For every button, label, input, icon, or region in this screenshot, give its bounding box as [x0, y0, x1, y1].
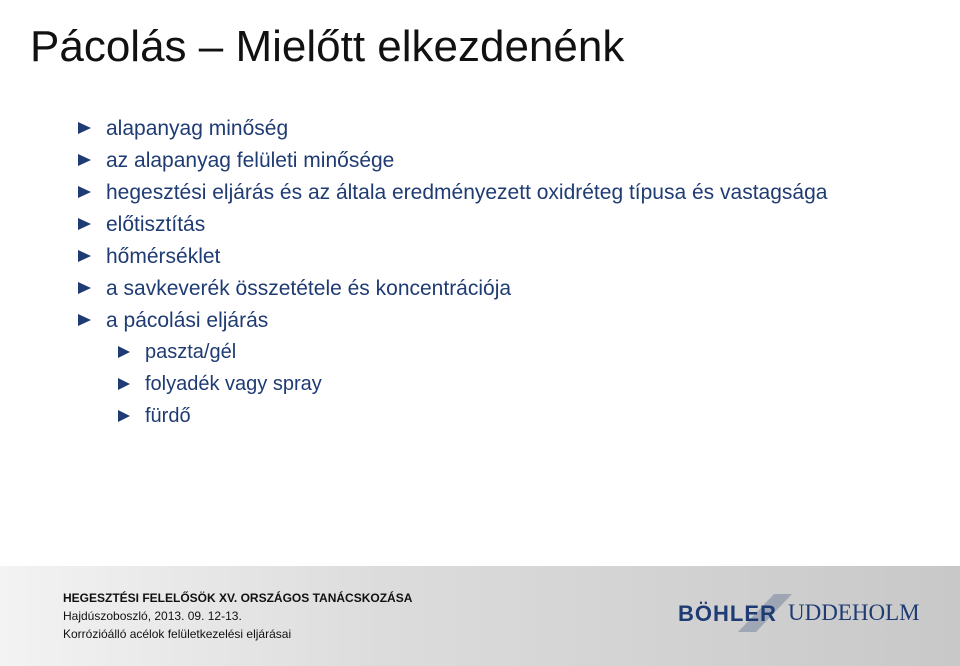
footer-location-date: Hajdúszoboszló, 2013. 09. 12-13.	[63, 609, 242, 623]
bullet-item	[0, 244, 846, 269]
bullet-arrow-icon	[78, 154, 91, 166]
footer-presentation-title: Korrózióálló acélok felületkezelési eljárásai	[63, 627, 292, 641]
bullet-text: hegesztési eljárás és az általa eredményezett oxidréteg típusa és vastagsága	[106, 181, 828, 204]
bullet-arrow-icon	[78, 250, 91, 262]
bullet-item	[0, 148, 846, 173]
sub-bullet-text: fürdő	[145, 405, 191, 427]
sub-bullet-item	[0, 404, 960, 429]
bullet-item	[0, 308, 846, 333]
bullet-arrow-icon	[118, 346, 130, 358]
sub-bullet-text: folyadék vagy spray	[145, 373, 322, 395]
logo-text-bohler: BÖHLER	[678, 601, 777, 626]
slide-title: Pácolás – Mielőtt elkezdenénk	[30, 22, 625, 71]
bullet-text: az alapanyag felületi minősége	[106, 149, 395, 172]
bullet-item	[0, 180, 846, 205]
bullet-arrow-icon	[118, 378, 130, 390]
bullet-item	[0, 116, 846, 141]
bullet-text: hőmérséklet	[106, 245, 221, 268]
bullet-item	[0, 276, 846, 301]
bullet-text: alapanyag minőség	[106, 117, 289, 140]
bullet-arrow-icon	[78, 122, 91, 134]
bullet-list	[0, 116, 960, 436]
logo-text-uddeholm: UDDEHOLM	[788, 600, 920, 625]
bullet-text: a savkeverék összetétele és koncentrációja	[106, 277, 512, 300]
bullet-arrow-icon	[78, 218, 91, 230]
bullet-text: előtisztítás	[106, 213, 206, 236]
bullet-arrow-icon	[78, 282, 91, 294]
sub-bullet-text: paszta/gél	[145, 341, 237, 363]
bullet-item	[0, 212, 846, 237]
bullet-arrow-icon	[78, 314, 91, 326]
bullet-text: a pácolási eljárás	[106, 309, 269, 332]
bullet-arrow-icon	[118, 410, 130, 422]
bullet-arrow-icon	[78, 186, 91, 198]
footer-event-title: HEGESZTÉSI FELELŐSÖK XV. ORSZÁGOS TANÁCSKOZÁSA	[63, 591, 413, 605]
bohler-uddeholm-logo	[676, 592, 920, 636]
sub-bullet-item	[0, 340, 960, 365]
sub-bullet-item	[0, 372, 960, 397]
